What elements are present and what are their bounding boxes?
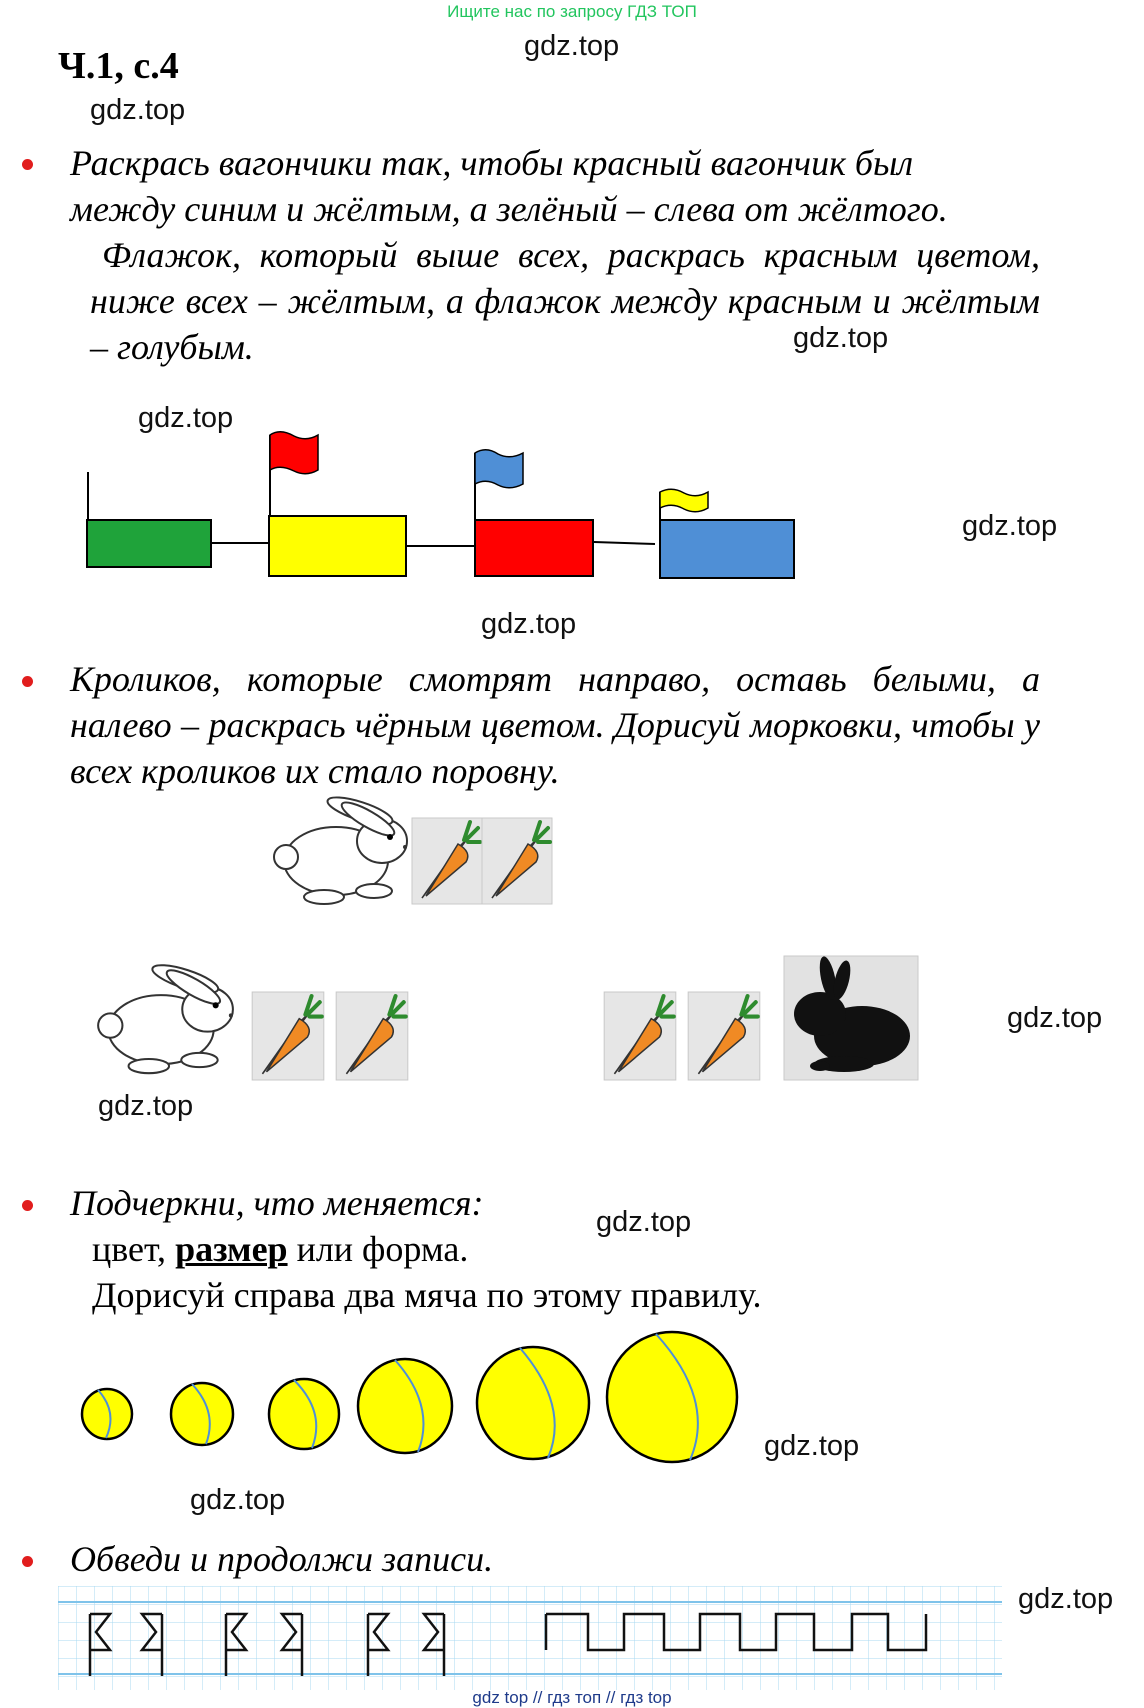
wagon-yellow: [269, 516, 406, 576]
balls-sequence[interactable]: [0, 1320, 760, 1470]
carrot-icon[interactable]: [336, 992, 408, 1080]
coupling: [594, 542, 655, 544]
train-illustration[interactable]: [0, 420, 820, 590]
flag-red: [270, 432, 318, 474]
carrot-icon[interactable]: [252, 992, 324, 1080]
task-bullet: [22, 1200, 33, 1211]
watermark: gdz.top: [481, 608, 577, 640]
ball-1: [82, 1389, 132, 1439]
top-banner[interactable]: Ищите нас по запросу ГДЗ ТОП: [447, 2, 697, 21]
white-rabbit-right[interactable]: [264, 795, 414, 910]
pattern-grid[interactable]: [58, 1586, 1002, 1690]
ball-4: [358, 1359, 452, 1453]
wagons-task-line2: между синим и жёлтым, а зелёный – слева от жёлтого.: [70, 189, 948, 229]
watermark: gdz.top: [524, 30, 620, 62]
pattern-task-text: Обведи и продолжи записи.: [70, 1539, 494, 1579]
wagon-green: [87, 520, 211, 567]
flags-task-text: Флажок, который выше всех, раскрась красным цветом, ниже всех – жёлтым, а флажок между красным и жёлтым – голубым.: [90, 235, 1040, 367]
carrot-icon[interactable]: [604, 992, 676, 1080]
watermark: gdz.top: [190, 1484, 286, 1516]
watermark: gdz.top: [962, 510, 1058, 542]
balls-task-line2: [92, 1226, 468, 1272]
watermark: gdz.top: [1018, 1583, 1114, 1615]
ball-3: [269, 1379, 339, 1449]
task-bullet: [22, 676, 33, 687]
option-color: цвет,: [92, 1229, 176, 1269]
carrot-icon[interactable]: [482, 818, 552, 904]
watermark: gdz.top: [138, 402, 234, 434]
watermark: gdz.top: [764, 1430, 860, 1462]
footer-links[interactable]: gdz top // гдз топ // гдз top: [472, 1688, 672, 1707]
rabbits-task-text: Кроликов, которые смотрят направо, оставь белыми, а налево – раскрась чёрным цветом. Дорисуй морковки, чтобы у всех кроликов их стало поровну.: [70, 659, 1040, 791]
flag-yellow: [660, 489, 708, 512]
flag-blue: [475, 450, 523, 488]
wagon-blue: [660, 520, 794, 578]
ball-5: [477, 1347, 589, 1459]
option-shape: или форма.: [287, 1229, 469, 1269]
option-size-underlined[interactable]: размер: [175, 1229, 288, 1269]
task-bullet: [22, 1556, 33, 1567]
page-heading: Ч.1, с.4: [58, 45, 179, 87]
watermark: gdz.top: [596, 1206, 692, 1238]
white-rabbit-right[interactable]: [88, 962, 240, 1080]
ball-2: [171, 1383, 233, 1445]
black-rabbit-left[interactable]: [784, 956, 918, 1080]
wagon-red: [475, 520, 593, 576]
watermark: gdz.top: [98, 1090, 194, 1122]
watermark: gdz.top: [793, 322, 889, 354]
watermark: gdz.top: [90, 94, 186, 126]
carrot-icon[interactable]: [412, 818, 482, 904]
ball-6: [607, 1332, 737, 1462]
carrot-icon[interactable]: [688, 992, 760, 1080]
wagons-task-line1: Раскрась вагончики так, чтобы красный вагончик был: [70, 143, 914, 183]
watermark: gdz.top: [1007, 1002, 1103, 1034]
balls-task-line3: Дорисуй справа два мяча по этому правилу.: [92, 1275, 762, 1315]
balls-task-line1: Подчеркни, что меняется:: [70, 1183, 484, 1223]
task-bullet: [22, 159, 33, 170]
